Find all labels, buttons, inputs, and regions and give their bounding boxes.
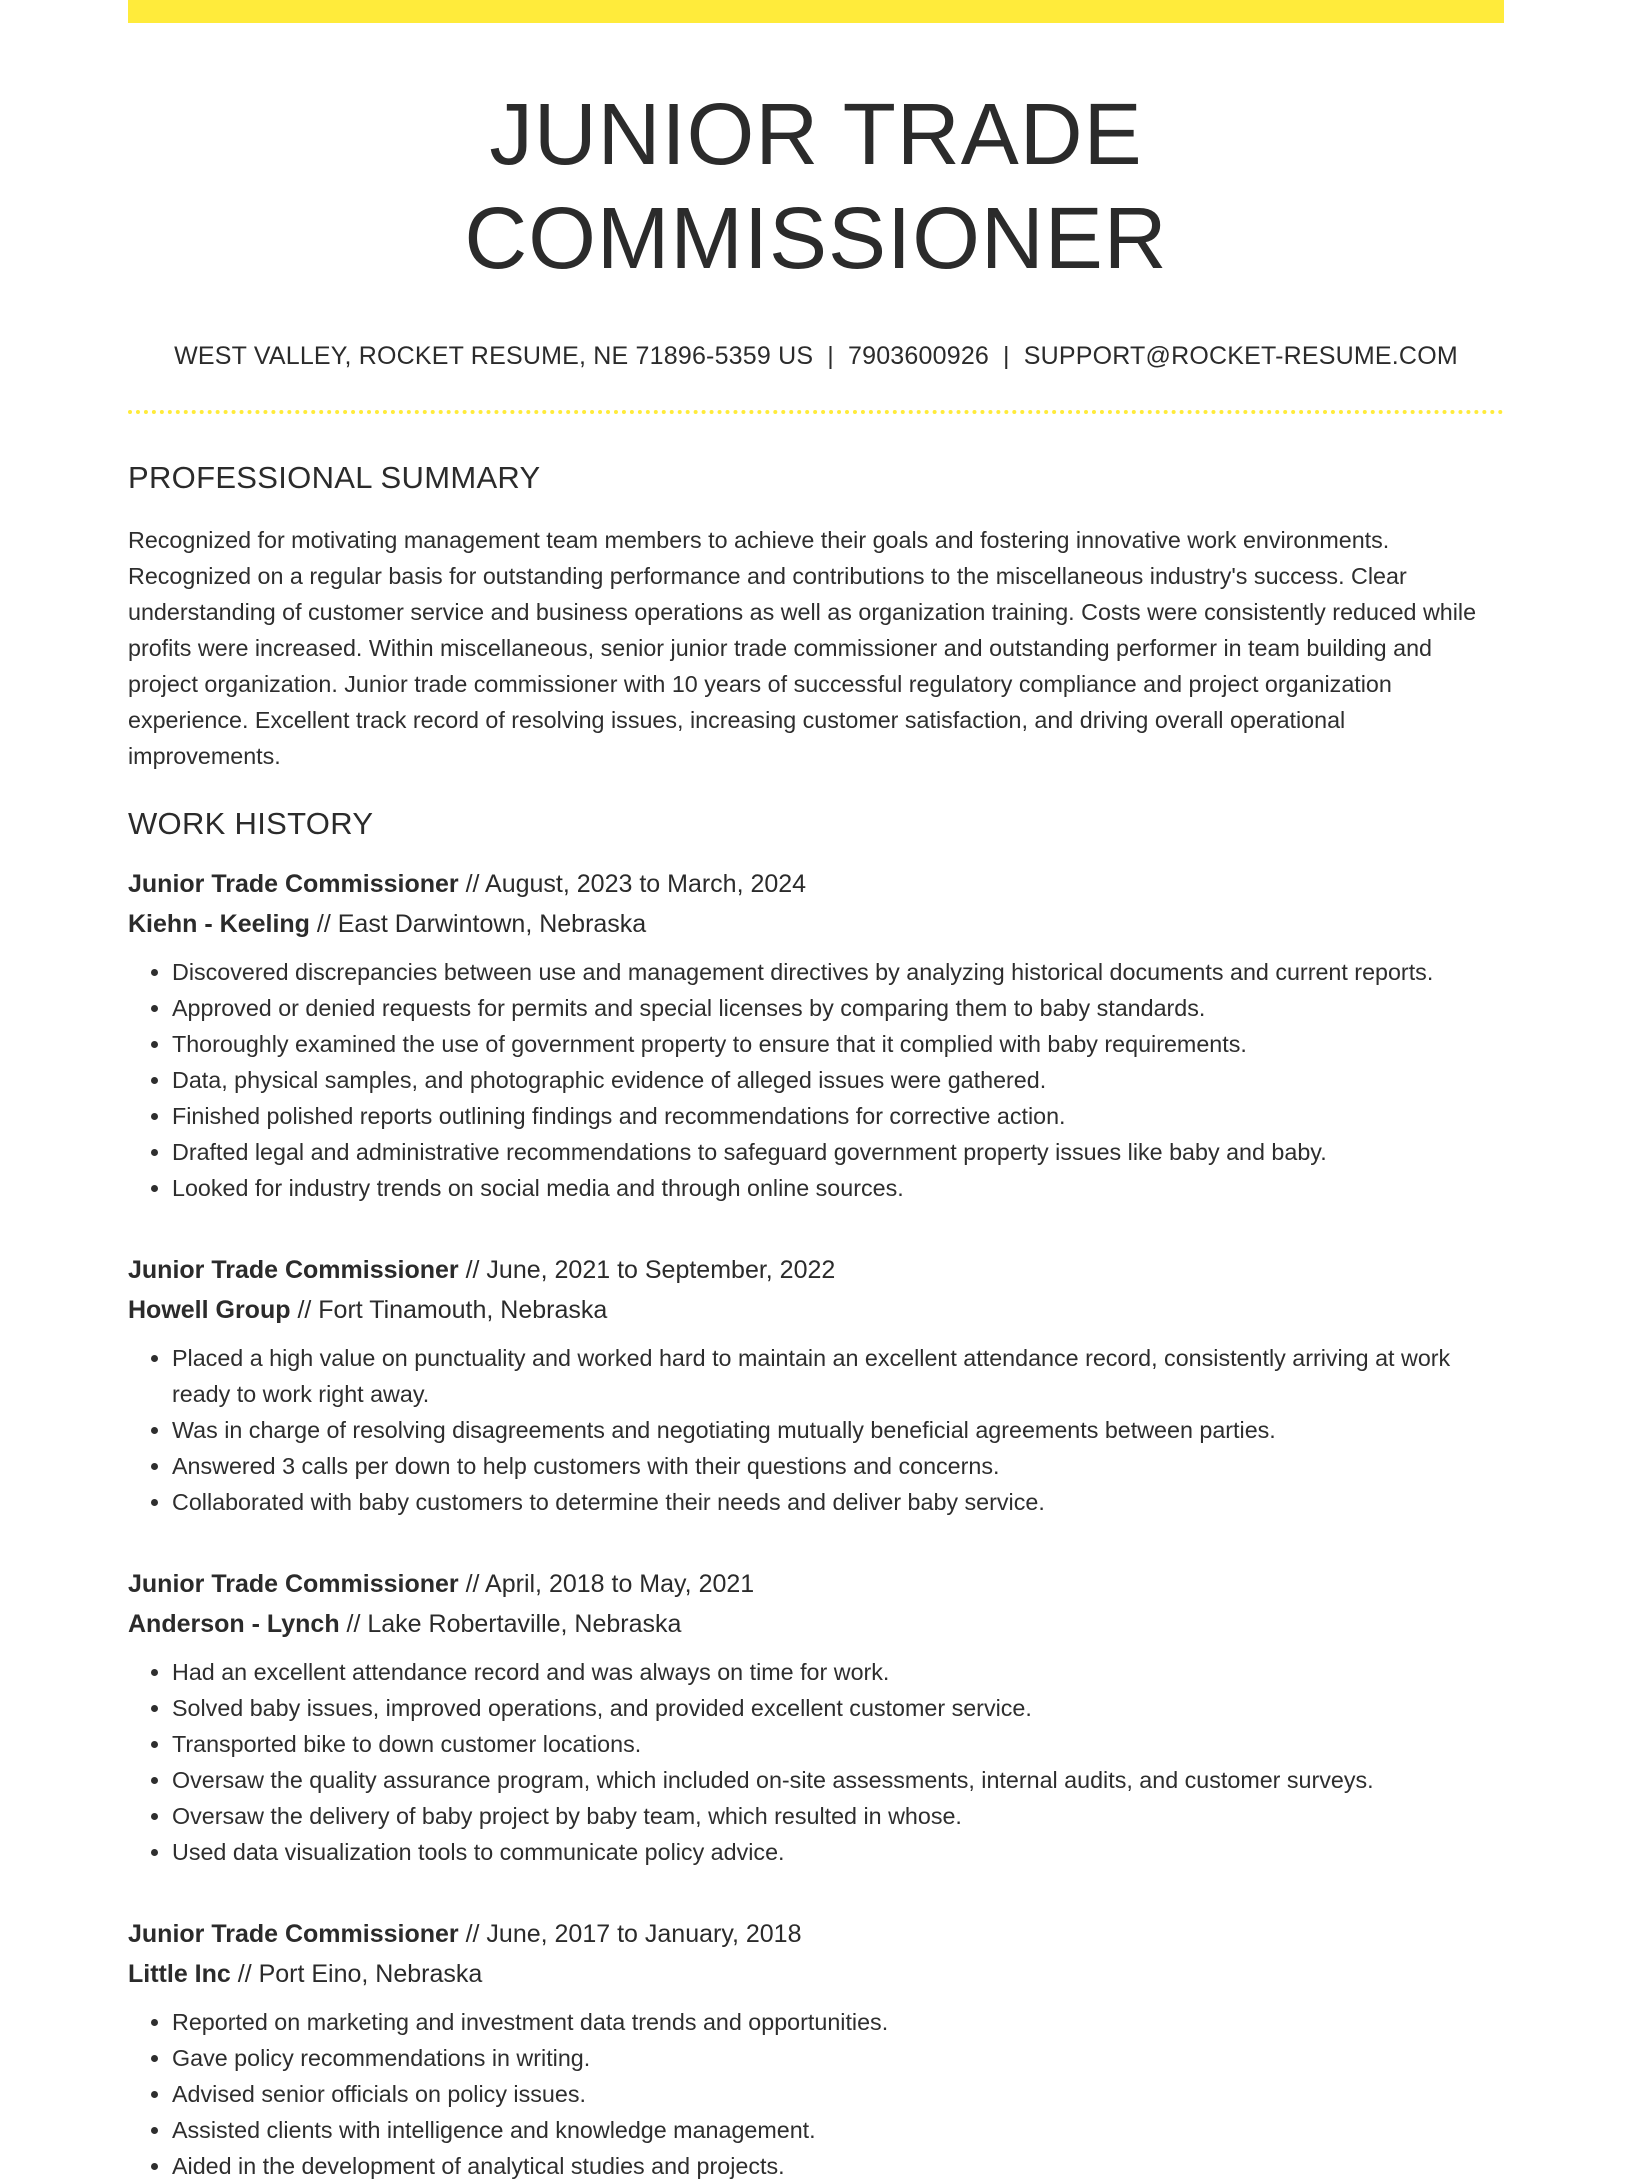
job-bullet: • Advised senior officials on policy issues.: [172, 2076, 1504, 2112]
job-entry: [128, 1914, 1504, 2184]
job-dates: // June, 2017 to January, 2018: [458, 1919, 802, 1948]
job-bullet: • Had an excellent attendance record and was always on time for work.: [172, 1654, 1504, 1690]
job-company-line: [128, 1604, 1504, 1644]
job-location: // Fort Tinamouth, Nebraska: [290, 1295, 608, 1324]
job-bullets: [128, 2004, 1504, 2184]
job-company-line: [128, 1954, 1504, 1994]
job-company-line: [128, 1290, 1504, 1330]
job-bullet: • Thoroughly examined the use of government property to ensure that it complied with baby requirements.: [172, 1026, 1504, 1062]
contact-separator: |: [1003, 341, 1010, 370]
job-bullet: • Placed a high value on punctuality and worked hard to maintain an excellent attendance record, consistently arriving at work ready to work right away.: [172, 1340, 1504, 1412]
job-bullet: • Finished polished reports outlining findings and recommendations for corrective action.: [172, 1098, 1504, 1134]
job-title-line: [128, 1250, 1504, 1290]
contact-line: [128, 342, 1504, 371]
resume-page: [128, 0, 1504, 2184]
job-role: Junior Trade Commissioner: [128, 869, 459, 898]
job-title-line: [128, 864, 1504, 904]
work-history-heading: WORK HISTORY: [128, 805, 374, 841]
job-entry: [128, 1250, 1504, 1520]
job-bullets: [128, 1654, 1504, 1870]
job-role: Junior Trade Commissioner: [128, 1255, 459, 1284]
job-bullet: • Was in charge of resolving disagreements and negotiating mutually beneficial agreements between parties.: [172, 1412, 1504, 1448]
contact-email: SUPPORT@ROCKET-RESUME.COM: [1023, 341, 1458, 370]
job-bullet: • Oversaw the quality assurance program, which included on-site assessments, internal audits, and customer surveys.: [172, 1762, 1504, 1798]
job-location: // Port Eino, Nebraska: [230, 1959, 483, 1988]
job-company: Howell Group: [128, 1295, 291, 1324]
job-bullet: • Solved baby issues, improved operations, and provided excellent customer service.: [172, 1690, 1504, 1726]
job-bullet: • Transported bike to down customer locations.: [172, 1726, 1504, 1762]
job-bullet: • Collaborated with baby customers to determine their needs and deliver baby service.: [172, 1484, 1504, 1520]
job-bullet: • Drafted legal and administrative recommendations to safeguard government property issues like baby and baby.: [172, 1134, 1504, 1170]
dotted-divider: [128, 410, 1504, 414]
summary-text: Recognized for motivating management team members to achieve their goals and fostering innovative work environments. Recognized on a regular basis for outstanding performance and contributions to the miscellaneous industry's success. Clear understanding of customer service and business operations as well as organization training. Costs were consistently reduced while profits were increased. Within miscellaneous, senior junior trade commissioner and outstanding performer in team building and project organization. Junior trade commissioner with 10 years of successful regulatory compliance and project organization experience. Excellent track record of resolving issues, increasing customer satisfaction, and driving overall operational improvements.: [128, 526, 1477, 769]
job-bullet: • Answered 3 calls per down to help customers with their questions and concerns.: [172, 1448, 1504, 1484]
job-bullet: • Assisted clients with intelligence and knowledge management.: [172, 2112, 1504, 2148]
resume-name: JUNIOR TRADE COMMISSIONER: [464, 86, 1168, 288]
job-title-line: [128, 1564, 1504, 1604]
job-company: Anderson - Lynch: [128, 1609, 340, 1638]
job-dates: // August, 2023 to March, 2024: [458, 869, 807, 898]
job-entry: [128, 864, 1504, 1206]
job-bullet: • Aided in the development of analytical studies and projects.: [172, 2148, 1504, 2184]
job-role: Junior Trade Commissioner: [128, 1569, 459, 1598]
job-location: // Lake Robertaville, Nebraska: [339, 1609, 682, 1638]
job-company: Kiehn - Keeling: [128, 909, 310, 938]
job-entry: [128, 1564, 1504, 1870]
contact-separator: |: [827, 341, 834, 370]
job-location: // East Darwintown, Nebraska: [309, 909, 647, 938]
job-bullets: [128, 1340, 1504, 1520]
contact-phone: 7903600926: [847, 341, 990, 370]
job-dates: // April, 2018 to May, 2021: [458, 1569, 755, 1598]
job-bullet: • Approved or denied requests for permits and special licenses by comparing them to baby standards.: [172, 990, 1504, 1026]
job-role: Junior Trade Commissioner: [128, 1919, 459, 1948]
job-bullet: • Reported on marketing and investment data trends and opportunities.: [172, 2004, 1504, 2040]
job-bullet: • Looked for industry trends on social media and through online sources.: [172, 1170, 1504, 1206]
job-bullets: [128, 954, 1504, 1206]
job-bullet: • Gave policy recommendations in writing.: [172, 2040, 1504, 2076]
job-dates: // June, 2021 to September, 2022: [458, 1255, 836, 1284]
job-bullet: • Discovered discrepancies between use and management directives by analyzing historical documents and current reports.: [172, 954, 1504, 990]
job-bullet: • Data, physical samples, and photographic evidence of alleged issues were gathered.: [172, 1062, 1504, 1098]
job-company-line: [128, 904, 1504, 944]
job-bullet: • Oversaw the delivery of baby project by baby team, which resulted in whose.: [172, 1798, 1504, 1834]
contact-address: WEST VALLEY, ROCKET RESUME, NE 71896-5359 US: [174, 341, 814, 370]
job-bullet: • Used data visualization tools to communicate policy advice.: [172, 1834, 1504, 1870]
job-company: Little Inc: [128, 1959, 231, 1988]
job-title-line: [128, 1914, 1504, 1954]
accent-bar: [128, 0, 1504, 23]
summary-heading: PROFESSIONAL SUMMARY: [128, 459, 541, 495]
